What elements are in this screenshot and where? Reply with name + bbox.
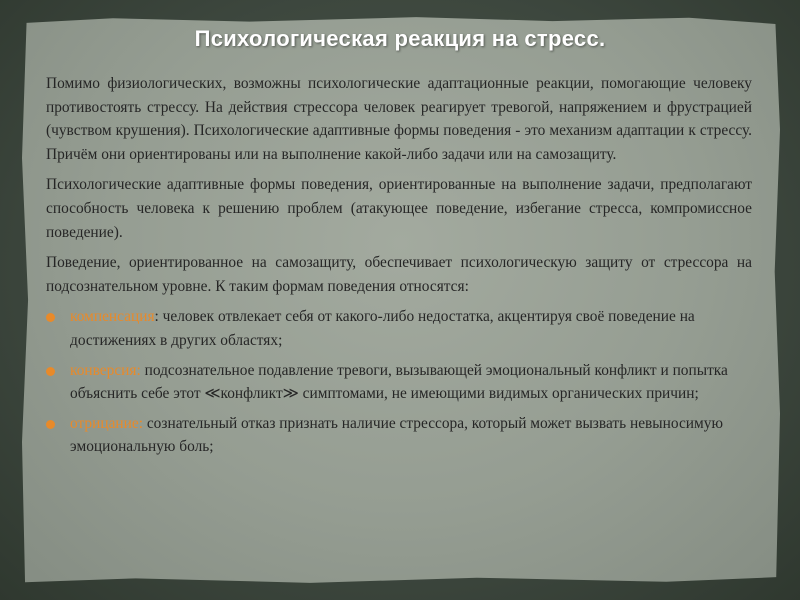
bullet-dot-icon xyxy=(46,420,55,429)
term-conversion: конверсия: xyxy=(70,361,141,379)
list-item-denial xyxy=(46,412,752,459)
slide-content xyxy=(46,72,752,465)
definition-denial: сознательный отказ признать наличие стрессора, который может вызвать невыносимую эмоциональную боль; xyxy=(70,414,723,456)
term-denial: отрицание: xyxy=(70,414,143,432)
defense-mechanisms-list xyxy=(46,305,752,459)
bullet-dot-icon xyxy=(46,367,55,376)
slide-title: Психологическая реакция на стресс. xyxy=(194,26,606,51)
list-item-conversion xyxy=(46,359,752,406)
term-compensation: компенсация xyxy=(70,308,155,326)
paragraph-task-oriented: Психологические адаптивные формы поведения, ориентированные на выполнение задачи, предполагают способность человека к решению проблем (атакующее поведение, избегание стресса, компромиссное поведение). xyxy=(46,176,752,241)
paragraph-self-defense: Поведение, ориентированное на самозащиту, обеспечивает психологическую защиту от стрессора на подсознательном уровне. К таким формам поведения относятся: xyxy=(46,254,752,295)
bullet-dot-icon xyxy=(46,313,55,322)
definition-compensation: : человек отвлекает себя от какого-либо недостатка, акцентируя своё поведение на достижениях в других областях; xyxy=(70,308,695,349)
list-item-compensation xyxy=(46,305,752,352)
paragraph-intro: Помимо физиологических, возможны психологические адаптационные реакции, помогающие человеку противостоять стрессу. На действия стрессора человек реагирует тревогой, напряжением и фрустрацией (чувством крушения). Психологические адаптивные формы поведения - это механизм адаптации к стрессу. Причём они ориентированы или на выполнение какой-либо задачи или на самозащиту. xyxy=(46,75,752,163)
definition-conversion: подсознательное подавление тревоги, вызывающей эмоциональный конфликт и попытка объяснить себе этот ≪конфликт≫ симптомами, не имеющими видимых органических причин; xyxy=(70,361,728,403)
